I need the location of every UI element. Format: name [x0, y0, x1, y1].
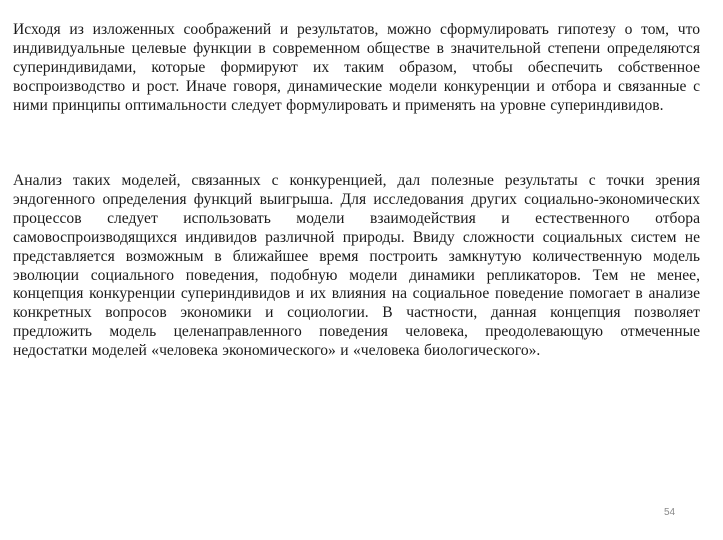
- page-number: 54: [664, 507, 676, 518]
- paragraph-hypothesis: Исходя из изложенных соображений и результатов, можно сформулировать гипотезу о том, что индивидуальные целевые функции в современном обществе в значительной степени определяются супериндивидами, которые формируют их таким образом, чтобы обеспечить собственное воспроизводство и рост. Иначе говоря, динамические модели конкуренции и отбора и связанные с ними принципы оптимальности следует формулировать и применять на уровне супериндивидов.: [13, 21, 700, 114]
- paragraph-analysis: Анализ таких моделей, связанных с конкуренцией, дал полезные результаты с точки зрения эндогенного определения функций выигрыша. Для исследования других социально-экономических процессов следует использовать модели взаимодействия и естественного отбора самовоспроизводящихся индивидов различной природы. Ввиду сложности социальных систем не представляется возможным в ближайшее время построить замкнутую количественную модель эволюции социального поведения, подобную модели динамики репликаторов. Тем не менее, концепция конкуренции супериндивидов и их влияния на социальное поведение помогает в анализе конкретных вопросов экономики и социологии. В частности, данная концепция позволяет предложить модель целенаправленного поведения человека, преодолевающую отмеченные недостатки моделей «человека экономического» и «человека биологического».: [13, 172, 700, 360]
